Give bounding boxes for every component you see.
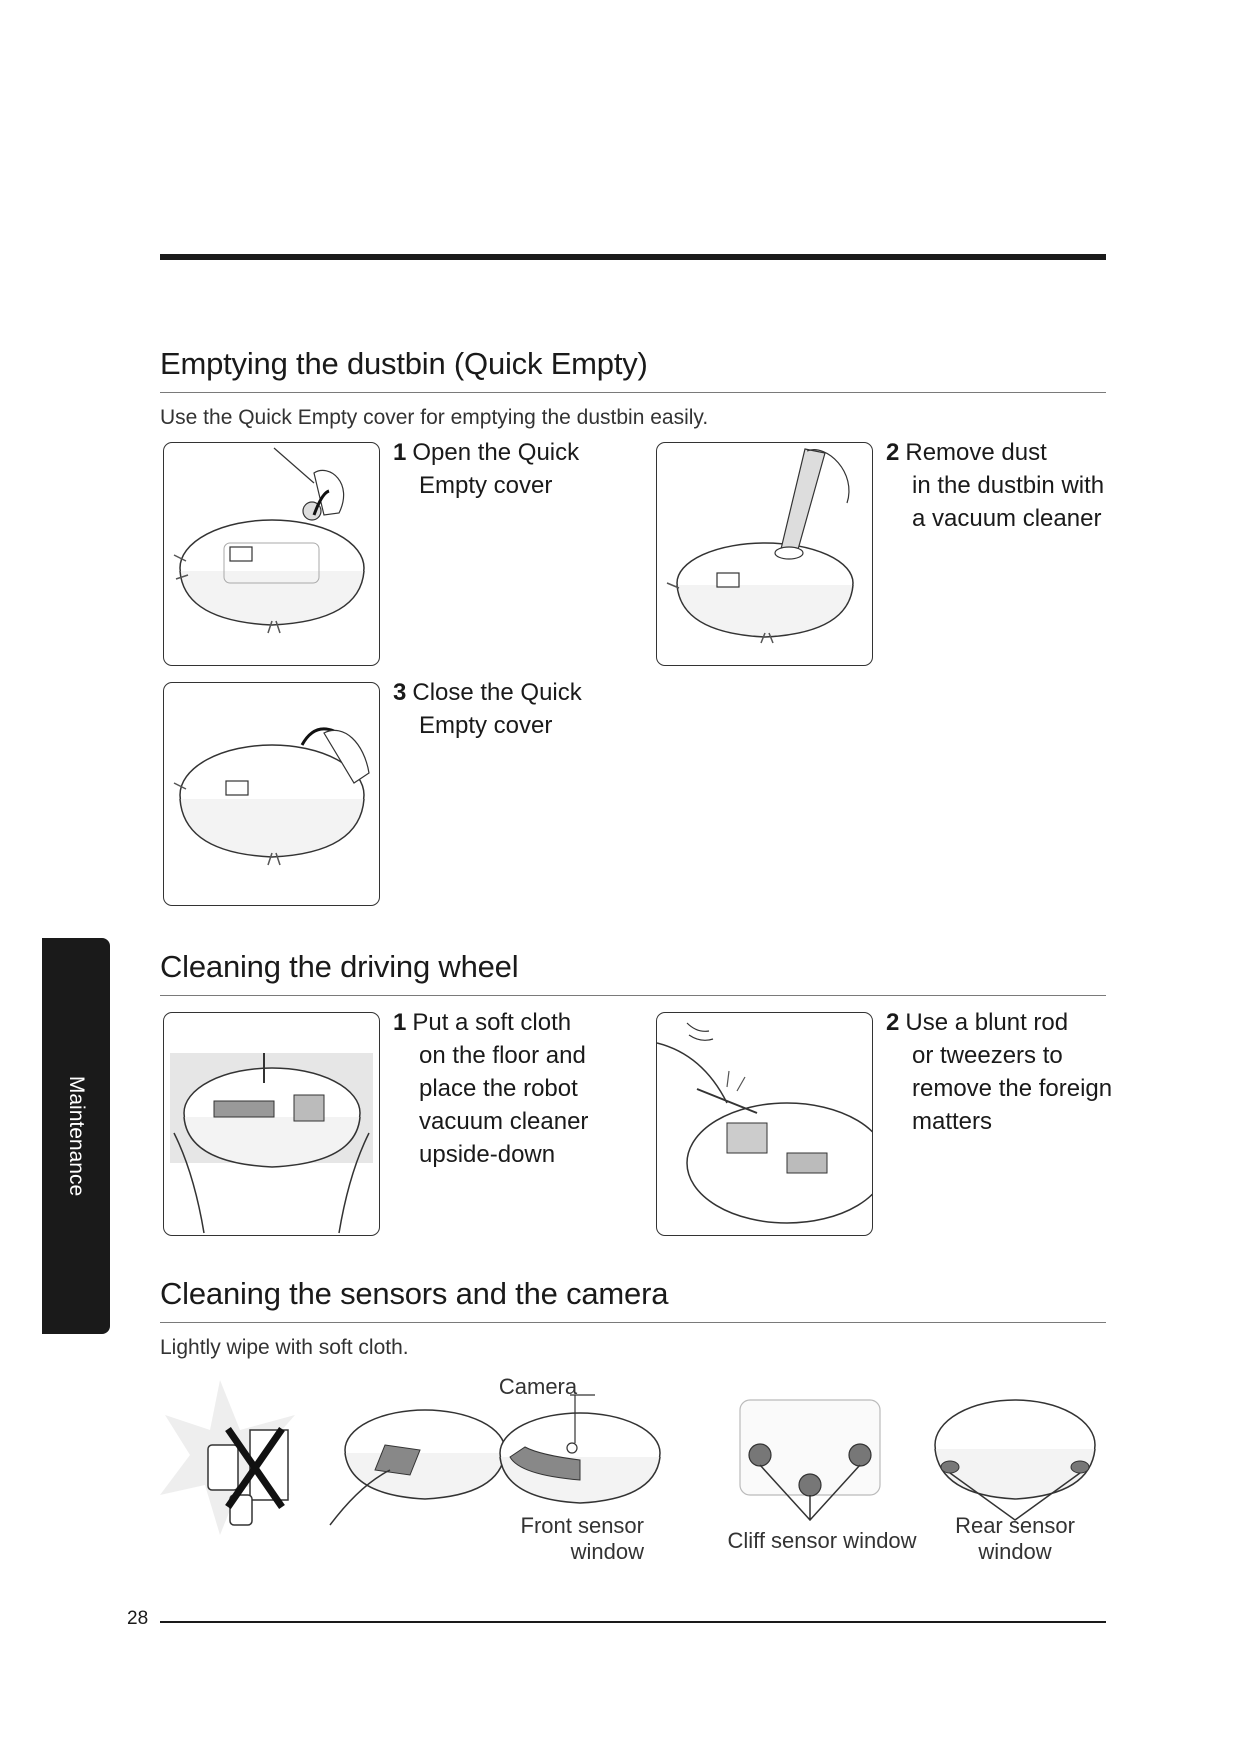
robot-upside-down-illustration (164, 1013, 379, 1235)
footer-rule (160, 1621, 1106, 1623)
section-title-driving-wheel: Cleaning the driving wheel (160, 949, 519, 984)
header-rule (160, 254, 1106, 260)
label-cliff-sensor: Cliff sensor window (727, 1528, 917, 1553)
section-intro: Lightly wipe with soft cloth. (160, 1336, 409, 1359)
side-tab-maintenance: Maintenance (42, 938, 110, 1334)
section-title-quick-empty: Emptying the dustbin (Quick Empty) (160, 346, 648, 381)
section-rule (160, 995, 1106, 996)
front-sensor-robot-icon (500, 1395, 660, 1503)
label-rear-sensor: Rear sensor window (955, 1513, 1075, 1564)
figure-close-cover (163, 682, 380, 906)
step-open-cover: 1 Open the Quick Empty cover (393, 439, 580, 499)
robot-open-cover-illustration (164, 443, 379, 665)
cliff-sensor-robot-icon (740, 1400, 880, 1520)
no-chemicals-icon (160, 1380, 295, 1535)
robot-tweezers-illustration (657, 1013, 872, 1235)
section-title-sensors: Cleaning the sensors and the camera (160, 1276, 669, 1311)
robot-close-cover-illustration (164, 683, 379, 905)
step-remove-dust: 2 Remove dust in the dustbin with a vacuum cleaner (886, 439, 1105, 532)
robot-vacuum-nozzle-illustration (657, 443, 872, 665)
step-blunt-rod: 2 Use a blunt rod or tweezers to remove the foreign matters (886, 1009, 1113, 1135)
wiping-robot-icon (330, 1410, 505, 1525)
section-intro: Use the Quick Empty cover for emptying the dustbin easily. (160, 406, 709, 429)
rear-sensor-robot-icon (935, 1400, 1095, 1520)
page-number: 28 (127, 1608, 149, 1629)
section-rule (160, 392, 1106, 393)
label-camera: Camera (498, 1374, 578, 1399)
step-close-cover: 3 Close the Quick Empty cover (393, 679, 582, 739)
label-front-sensor: Front sensor window (520, 1513, 644, 1564)
figure-remove-dust (656, 442, 873, 666)
figure-tweezers (656, 1012, 873, 1236)
figure-open-cover (163, 442, 380, 666)
figure-upside-down (163, 1012, 380, 1236)
step-soft-cloth: 1 Put a soft cloth on the floor and place the robot vacuum cleaner upside-down (393, 1009, 589, 1168)
section-rule (160, 1322, 1106, 1323)
